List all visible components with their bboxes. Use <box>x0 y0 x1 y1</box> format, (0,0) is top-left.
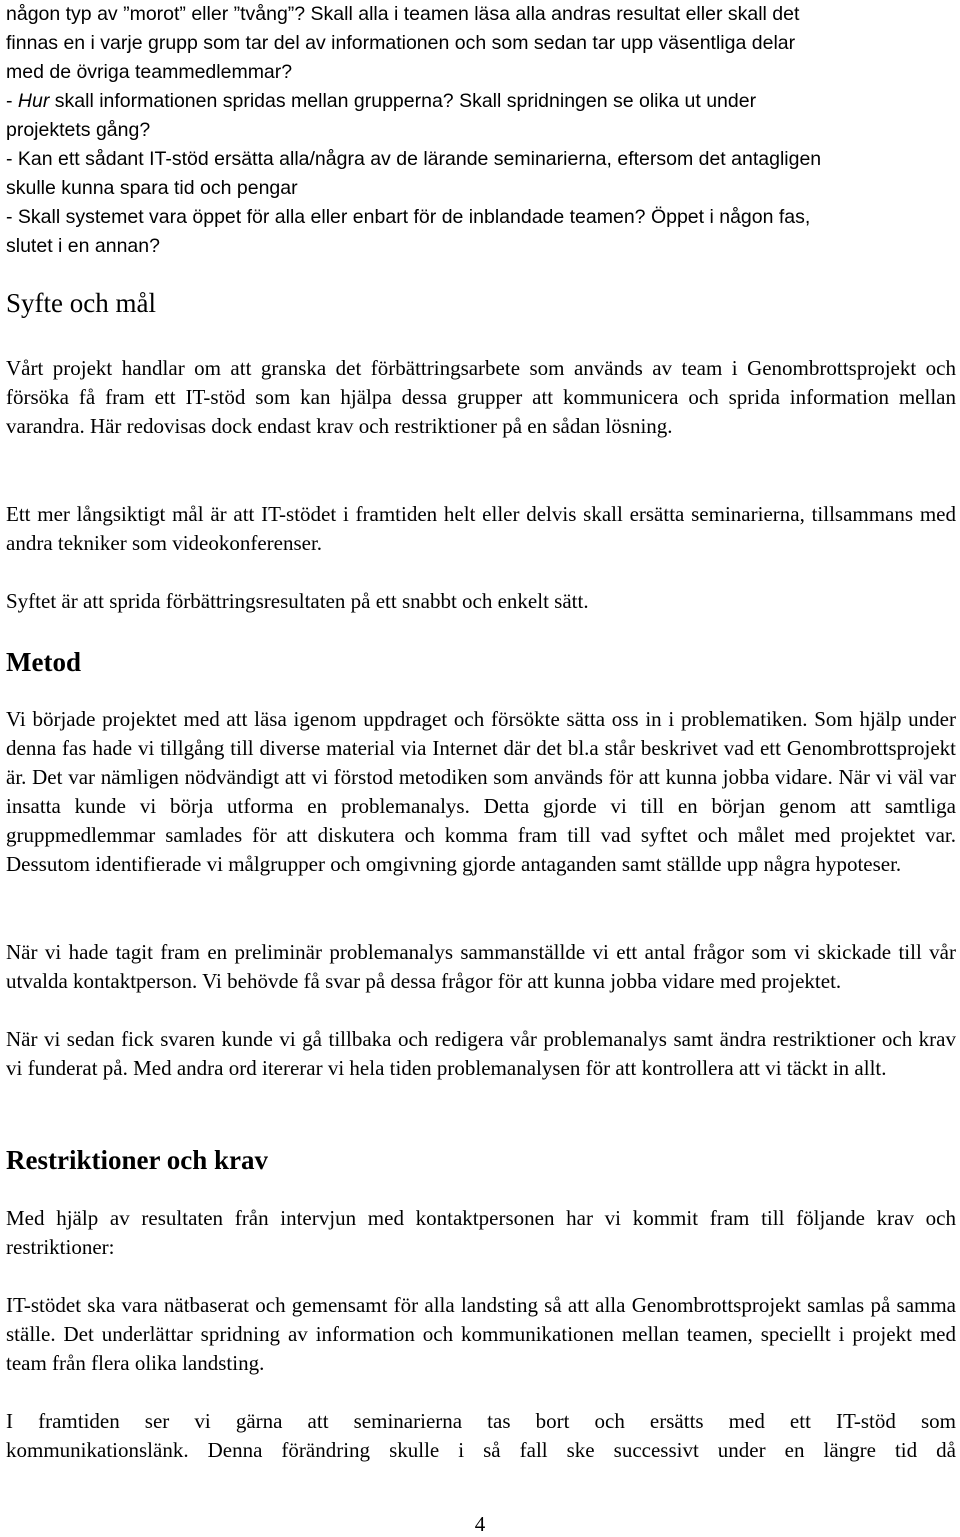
syfte-paragraph-1: Vårt projekt handlar om att granska det förbättringsarbete som används av team i Genombrottsprojekt och försöka få fram ett IT-stöd som kan hjälpa dessa grupper att kommunicera och sprida information mellan varandra. Här redovisas dock endast krav och restriktioner på en sådan lösning. <box>6 356 956 438</box>
question-hur-prefix: - <box>6 90 18 112</box>
intro-line-1: någon typ av ”morot” eller ”tvång”? Skall alla i teamen läsa alla andras resultat eller skall det <box>6 3 800 25</box>
restriktioner-paragraph-1: Med hjälp av resultaten från intervjun med kontaktpersonen har vi kommit fram till följande krav och restriktioner: <box>6 1206 956 1259</box>
syfte-paragraph-2: Ett mer långsiktigt mål är att IT-stödet i framtiden helt eller delvis skall ersätta seminarierna, tillsammans med andra tekniker som videokonferenser. <box>6 502 956 555</box>
heading-metod: Metod <box>6 647 81 677</box>
question-hur-italic: Hur <box>17 90 50 112</box>
heading-restriktioner: Restriktioner och krav <box>6 1145 268 1175</box>
restriktioner-paragraph-2: IT-stödet ska vara nätbaserat och gemensamt för alla landsting så att alla Genombrottsprojekt samlas på samma ställe. Det underlättar spridning av information och kommunikationen mellan teamen, speciellt i projekt med team från flera olika landsting. <box>6 1293 956 1375</box>
question-hur <box>6 87 956 116</box>
metod-paragraph-1: Vi började projektet med att läsa igenom uppdraget och försökte sätta oss in i problematiken. Som hjälp under denna fas hade vi tillgång till diverse material via Internet där det bl.a står beskrivet vad ett Genombrottsprojekt är. Det var nämligen nödvändigt att vi förstod metodiken som används för att kunna jobba vidare. När vi väl var insatta kunde vi börja utforma en problemanalys. Detta gjorde vi till en början genom att samtliga gruppmedlemmar samlades för att diskutera och komma fram till vad syftet och målet med projektet var. Dessutom identifierade vi målgrupper och omgivning gjorde antaganden samt ställde upp några hypoteser. <box>6 707 956 876</box>
page-number: 4 <box>474 1512 486 1536</box>
question-skall-line-1: - Skall systemet vara öppet för alla eller enbart för de inblandade teamen? Öppet i någon fas, <box>6 206 811 228</box>
question-hur-rest: skall informationen spridas mellan grupperna? Skall spridningen se olika ut under <box>49 90 757 112</box>
metod-paragraph-2: När vi hade tagit fram en preliminär problemanalys sammanställde vi ett antal frågor som vi skickade till vår utvalda kontaktperson. Vi behövde få svar på dessa frågor för att kunna jobba vidare med projektet. <box>6 940 956 993</box>
metod-paragraph-3: När vi sedan fick svaren kunde vi gå tillbaka och redigera vår problemanalys samt ändra restriktioner och krav vi funderat på. Med andra ord itererar vi hela tiden problemanalysen för att kontrollera att vi täckt in allt. <box>6 1027 956 1080</box>
question-skall-line-2: slutet i en annan? <box>6 235 160 257</box>
heading-syfte: Syfte och mål <box>6 288 156 318</box>
question-hur-line-2: projektets gång? <box>6 119 151 141</box>
intro-section <box>6 0 956 261</box>
restriktioner-p3-line-1: I framtiden ser vi gärna att seminarierna tas bort och ersätts med ett IT-stöd som <box>6 1409 956 1433</box>
question-kan-line-2: skulle kunna spara tid och pengar <box>6 177 298 199</box>
syfte-paragraph-3: Syftet är att sprida förbättringsresultaten på ett snabbt och enkelt sätt. <box>6 589 589 613</box>
question-kan-line-1: - Kan ett sådant IT-stöd ersätta alla/några av de lärande seminarierna, eftersom det antagligen <box>6 148 822 170</box>
intro-line-2: finnas en i varje grupp som tar del av informationen och som sedan tar upp väsentliga delar <box>6 32 796 54</box>
intro-line-3: med de övriga teammedlemmar? <box>6 61 293 83</box>
restriktioner-p3-line-2: kommunikationslänk. Denna förändring skulle i så fall ske successivt under en längre tid då <box>6 1438 956 1462</box>
restriktioner-paragraph-3 <box>6 1407 956 1465</box>
